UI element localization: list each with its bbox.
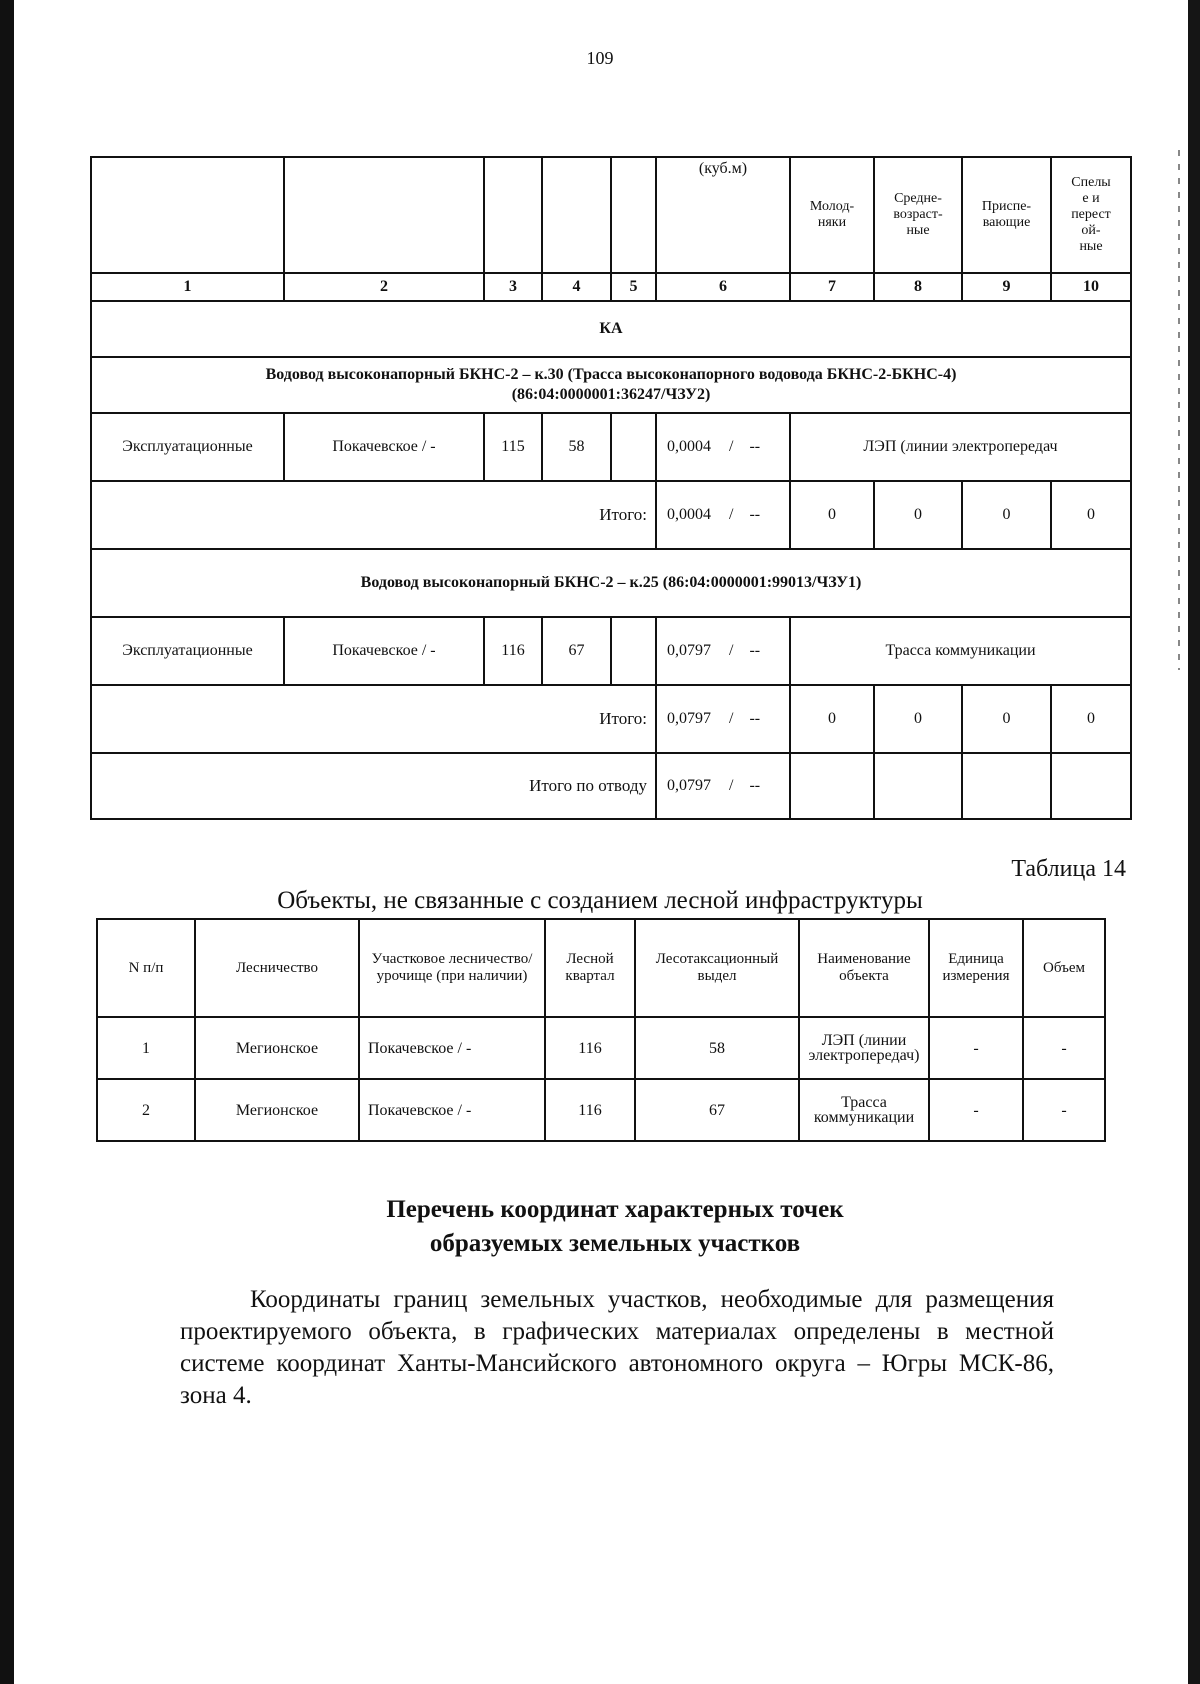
section-title: Водовод высоконапорный БКНС-2 – к.30 (Трасса высоконапорного водовода БКНС-2-БКНС-4) (86:04:0000001:36247/ЧЗУ2) [91,357,1131,413]
area-value: 0,0004 [667,438,711,455]
column-number: 9 [962,273,1051,301]
header-cell [284,157,484,273]
column-number: 2 [284,273,484,301]
column-number: 5 [611,273,656,301]
table-row [91,413,1131,481]
area-cell [656,481,790,549]
header-forestry: Лесничество [195,919,359,1017]
area-slash: / [729,710,734,727]
quarter-cell: 116 [545,1079,635,1141]
page-number: 109 [586,48,614,68]
column-number: 8 [874,273,962,301]
total-value: 0 [790,481,874,549]
total-value: 0 [962,481,1051,549]
table-caption: Таблица 14 [1011,856,1126,882]
empty-cell [611,617,656,685]
unit-cell: - [929,1017,1023,1079]
body-paragraph: Координаты границ земельных участков, необходимые для размещения проектируемого объекта, в графических материалах определены в местной системе координат Ханты-Мансийского автономного округа – Югры МСК-86, зона 4. [180,1286,1054,1409]
total-row [91,685,1131,753]
header-object-name: Наименование объекта [799,919,929,1017]
objects-table [96,918,1106,1142]
total-label: Итого: [91,685,656,753]
header-middle-aged: Средне- возраст- ные [874,157,962,273]
header-unit: (куб.м) [656,157,790,273]
empty-cell [1051,753,1131,819]
section-cell: 67 [635,1079,799,1141]
use-type-cell: Эксплуатационные [91,413,284,481]
header-number: N п/п [97,919,195,1017]
object-name-cell: Трасса коммуникации [799,1079,929,1141]
section-title-row [91,549,1131,617]
total-value: 0 [874,685,962,753]
use-type-cell: Эксплуатационные [91,617,284,685]
volume-cell: - [1023,1017,1105,1079]
area-cell [656,617,790,685]
area-dash: -- [749,506,761,523]
area-cell [656,685,790,753]
purpose-cell: Трасса коммуникации [790,617,1131,685]
area-slash: / [729,438,734,455]
area-cell [656,413,790,481]
total-row [91,481,1131,549]
total-value: 0 [1051,685,1131,753]
column-number-row [91,273,1131,301]
area-dash: -- [749,777,761,794]
object-name-cell: ЛЭП (линии электропередач) [799,1017,929,1079]
area-slash: / [729,777,734,794]
ka-row [91,301,1131,357]
ka-label: КА [91,301,1131,357]
quarter-cell: 115 [484,413,542,481]
empty-cell [962,753,1051,819]
section-title-row [91,357,1131,413]
table-row [91,617,1131,685]
number-cell: 1 [97,1017,195,1079]
section-cell: 67 [542,617,611,685]
empty-cell [874,753,962,819]
header-cell [611,157,656,273]
total-value: 0 [1051,481,1131,549]
column-number: 7 [790,273,874,301]
column-number: 1 [91,273,284,301]
total-value: 0 [962,685,1051,753]
section-cell: 58 [635,1017,799,1079]
area-value: 0,0797 [667,642,711,659]
purpose-cell: ЛЭП (линии электропередач [790,413,1131,481]
district-cell: Покачевское / - [359,1017,545,1079]
scan-edge-right [1188,0,1200,1684]
column-number: 10 [1051,273,1131,301]
header-cell [91,157,284,273]
header-quarter: Лесной квартал [545,919,635,1017]
total-value: 0 [874,481,962,549]
area-dash: -- [749,642,761,659]
section-heading: Перечень координат характерных точек образуемых земельных участков [386,1196,844,1257]
unit-cell: - [929,1079,1023,1141]
header-district: Участковое лесничество/урочище (при наличии) [359,919,545,1017]
volume-cell: - [1023,1079,1105,1141]
header-volume: Объем [1023,919,1105,1017]
grand-total-label: Итого по отводу [91,753,656,819]
column-number: 4 [542,273,611,301]
header-unit: Единица измерения [929,919,1023,1017]
column-number: 3 [484,273,542,301]
forestry-cell: Покачевское / - [284,413,484,481]
table-row [97,1017,1105,1079]
table-row [97,1079,1105,1141]
forestry-cell: Мегионское [195,1079,359,1141]
area-value: 0,0797 [667,710,711,727]
forest-plots-table [90,156,1132,820]
total-value: 0 [790,685,874,753]
table-title: Объекты, не связанные с созданием лесной инфраструктуры [277,887,923,914]
area-slash: / [729,642,734,659]
area-dash: -- [749,438,761,455]
header-section: Лесотаксационный выдел [635,919,799,1017]
column-number: 6 [656,273,790,301]
header-young: Молод- няки [790,157,874,273]
quarter-cell: 116 [545,1017,635,1079]
scan-edge-left [0,0,14,1684]
area-value: 0,0004 [667,506,711,523]
number-cell: 2 [97,1079,195,1141]
area-cell [656,753,790,819]
total-label: Итого: [91,481,656,549]
district-cell: Покачевское / - [359,1079,545,1141]
quarter-cell: 116 [484,617,542,685]
empty-cell [611,413,656,481]
section-cell: 58 [542,413,611,481]
forestry-cell: Мегионское [195,1017,359,1079]
area-value: 0,0797 [667,777,711,794]
header-cell [484,157,542,273]
table-header-row [97,919,1105,1017]
header-maturing: Приспе- вающие [962,157,1051,273]
table-header-row [91,157,1131,273]
section-title: Водовод высоконапорный БКНС-2 – к.25 (86:04:0000001:99013/ЧЗУ1) [91,549,1131,617]
grand-total-row [91,753,1131,819]
area-slash: / [729,506,734,523]
forestry-cell: Покачевское / - [284,617,484,685]
empty-cell [790,753,874,819]
area-dash: -- [749,710,761,727]
header-mature: Спелы е и перест ой- ные [1051,157,1131,273]
scan-edge-marks [1178,150,1180,670]
header-cell [542,157,611,273]
